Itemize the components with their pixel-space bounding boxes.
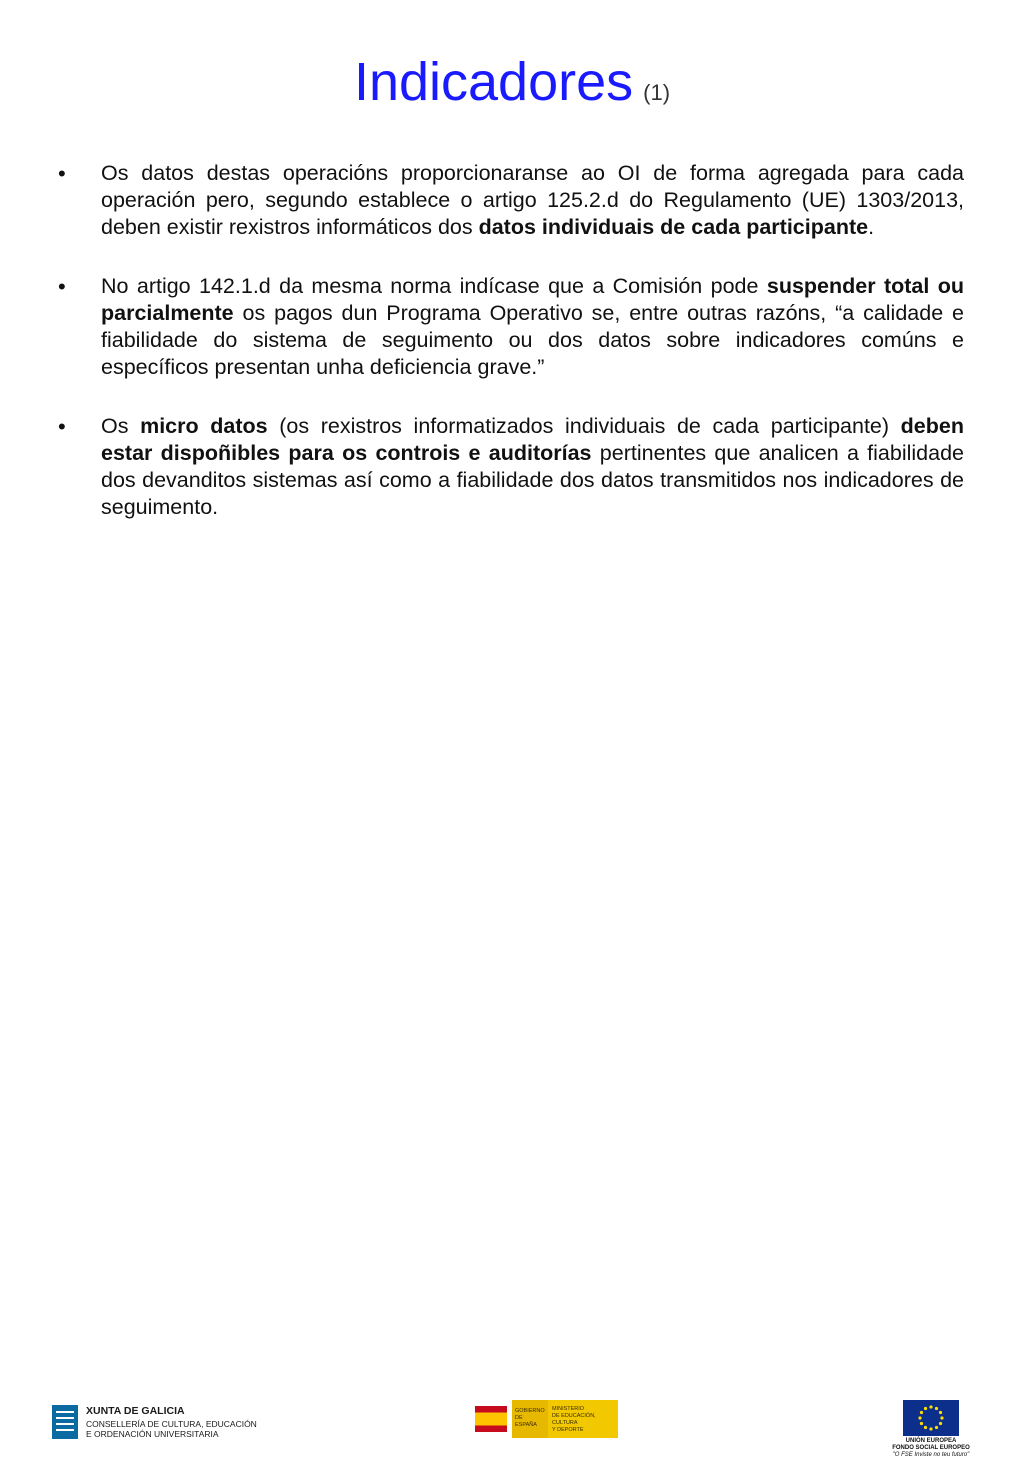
bullet-dot-icon: • [58,161,66,186]
bullet-text-bold: datos individuais de cada participante [478,215,869,239]
bullet-text: No artigo 142.1.d da mesma norma indícase que a Comisión pode [101,274,767,298]
xunta-logo [52,1402,257,1442]
eu-star-icon [939,1422,942,1425]
eu-star-icon [935,1407,938,1410]
bullet-text: (os rexistros informatizados individuais de cada participante) [267,414,901,438]
eu-star-icon [935,1426,938,1429]
bullet-text: . [868,215,875,239]
bullet-item [58,273,964,381]
eu-star-icon [924,1407,927,1410]
bullet-item [58,160,964,241]
slide-title [0,50,1024,125]
ministerio-logo [470,1400,618,1438]
xunta-name: XUNTA DE GALICIA [86,1404,185,1417]
bullet-text-bold: deben estar dispoñibles para os controis e auditorías [101,414,964,465]
eu-flag-icon [903,1400,959,1436]
bullet-text: Os [101,414,141,438]
bullet-dot-icon: • [58,414,66,439]
spain-shield-icon [470,1400,512,1438]
title-main: Indicadores [353,52,634,112]
gobierno-line2: DE ESPAÑA [515,1415,537,1428]
bullet-text: pertinentes que analicen a fiabilidade dos devanditos sistemas así como a fiabilidade dos datos transmitidos nos indicadores de seguimento. [101,441,964,519]
eu-logo [876,1400,986,1460]
conselleria-line1: CONSELLERÍA DE CULTURA, EDUCACIÓN [86,1418,257,1429]
eu-star-icon [918,1416,921,1419]
eu-fund: FONDO SOCIAL EUROPEO [892,1445,970,1451]
footer-logos [0,696,1024,1458]
eu-star-icon [920,1411,923,1414]
eu-name: UNIÓN EUROPEA [905,1438,957,1444]
eu-stars-icon [903,1400,959,1436]
eu-motto: "O FSE Inviste no teu futuro" [892,1452,970,1458]
gobierno-line1: GOBIERNO [515,1408,545,1414]
bullet-text-bold: suspender total ou parcialmente [101,274,964,325]
conselleria-line2: E ORDENACIÓN UNIVERSITARIA [86,1428,219,1439]
eu-star-icon [940,1416,943,1419]
xunta-emblem-icon [52,1405,78,1439]
bullet-item [58,413,964,521]
eu-star-icon [939,1411,942,1414]
eu-star-icon [929,1427,932,1430]
eu-star-icon [929,1405,932,1408]
ministerio-line1: MINISTERIO [552,1406,585,1412]
title-suffix: (1) [643,80,671,105]
bullet-text-bold: micro datos [140,414,268,438]
bullet-list [58,160,964,553]
eu-star-icon [924,1426,927,1429]
bullet-text: os pagos dun Programa Operativo se, entre outras razóns, “a calidade e fiabilidade do sistema de seguimento ou dos datos sobre indicadores comúns e específicos presentan unha deficiencia grave.” [101,301,964,379]
bullet-dot-icon: • [58,274,66,299]
bullet-text: Os datos destas operacións proporcionaranse ao OI de forma agregada para cada operación pero, segundo establece o artigo 125.2.d do Regulamento (UE) 1303/2013, deben existir rexistros informáticos dos [101,161,964,239]
ministerio-line3: Y DEPORTE [552,1427,584,1433]
ministerio-line2: DE EDUCACIÓN, CULTURA [552,1413,596,1426]
eu-star-icon [920,1422,923,1425]
